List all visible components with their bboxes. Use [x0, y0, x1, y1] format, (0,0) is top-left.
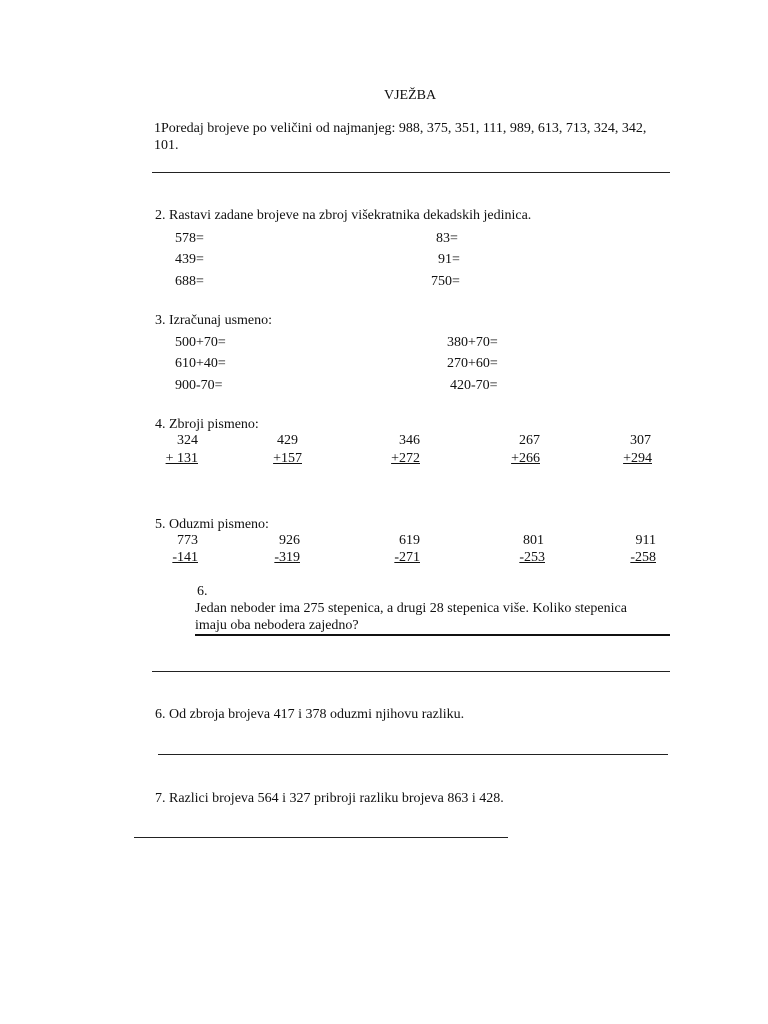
- answer-line-6a-extra: [152, 671, 670, 672]
- answer-line-1: [152, 172, 670, 173]
- task4-heading: 4. Zbroji pismeno:: [155, 417, 259, 432]
- task5-top-4: 801: [523, 533, 544, 548]
- task4-top-4: 267: [519, 433, 540, 448]
- task5-top-2: 926: [279, 533, 300, 548]
- task2-right-1: 83=: [436, 231, 458, 246]
- task2-right-2: 91=: [438, 252, 460, 267]
- task3-heading: 3. Izračunaj usmeno:: [155, 313, 273, 328]
- task2-left-1: 578=: [175, 231, 204, 246]
- task1-line2: 101.: [154, 138, 179, 153]
- task4-bottom-4: +266: [511, 451, 540, 466]
- task4-top-5: 307: [630, 433, 651, 448]
- task2-heading: 2. Rastavi zadane brojeve na zbroj višekratnika dekadskih jedinica.: [155, 208, 532, 223]
- task5-bottom-5: -258: [630, 550, 656, 565]
- task2-left-3: 688=: [175, 274, 204, 289]
- task4-bottom-5: +294: [623, 451, 652, 466]
- task3-right-3: 420-70=: [450, 378, 498, 393]
- answer-line-7: [134, 837, 508, 838]
- task2-left-2: 439=: [175, 252, 204, 267]
- answer-line-6b: [158, 754, 668, 755]
- task6a-line2: imaju oba nebodera zajedno?: [195, 618, 359, 633]
- task6a-line1: Jedan neboder ima 275 stepenica, a drugi 28 stepenica više. Koliko stepenica: [195, 601, 627, 616]
- task5-bottom-2: -319: [274, 550, 300, 565]
- task4-top-3: 346: [399, 433, 420, 448]
- answer-line-6a: [195, 634, 670, 636]
- task1-line1: 1Poredaj brojeve po veličini od najmanjeg: 988, 375, 351, 111, 989, 613, 713, 324, 342,: [154, 121, 647, 136]
- task4-top-1: 324: [177, 433, 198, 448]
- task5-bottom-3: -271: [394, 550, 420, 565]
- task5-top-3: 619: [399, 533, 420, 548]
- task5-bottom-4: -253: [519, 550, 545, 565]
- task4-bottom-2: +157: [273, 451, 302, 466]
- page-title: VJEŽBA: [384, 88, 437, 103]
- task4-bottom-1: + 131: [165, 451, 198, 466]
- task6a-number: 6.: [197, 584, 208, 599]
- task5-top-1: 773: [177, 533, 198, 548]
- task3-left-1: 500+70=: [175, 335, 226, 350]
- task4-bottom-3: +272: [391, 451, 420, 466]
- task3-left-3: 900-70=: [175, 378, 223, 393]
- task3-right-1: 380+70=: [447, 335, 498, 350]
- task4-top-2: 429: [277, 433, 298, 448]
- task7-text: 7. Razlici brojeva 564 i 327 pribroji razliku brojeva 863 i 428.: [155, 791, 504, 806]
- task2-right-3: 750=: [431, 274, 460, 289]
- task3-right-2: 270+60=: [447, 356, 498, 371]
- task5-bottom-1: -141: [172, 550, 198, 565]
- task3-left-2: 610+40=: [175, 356, 226, 371]
- task5-top-5: 911: [635, 533, 656, 548]
- task5-heading: 5. Oduzmi pismeno:: [155, 517, 269, 532]
- task6b-text: 6. Od zbroja brojeva 417 i 378 oduzmi njihovu razliku.: [155, 707, 465, 722]
